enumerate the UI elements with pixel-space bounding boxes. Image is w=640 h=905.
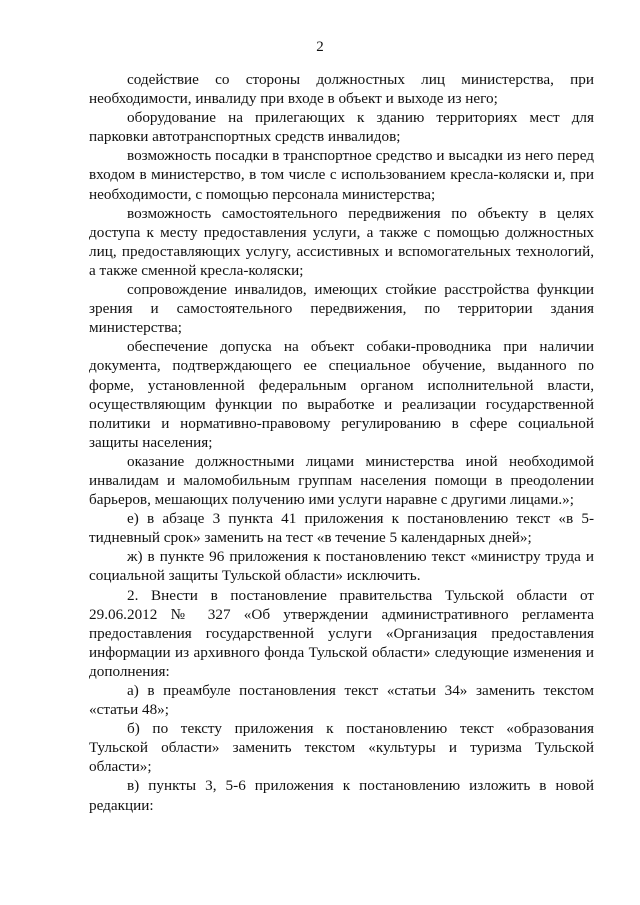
paragraph-item-a: а) в преамбуле постановления текст «статьи 34» заменить текстом «статьи 48»; [89,682,594,719]
paragraph-section-2: 2. Внести в постановление правительства Тульской области от 29.06.2012 № 327 «Об утверждении административного регламента предоставления государственной услуги «Организация предоставления информации из архивного фонда Тульской области» следующие изменения и дополнения: [89,586,594,680]
paragraph-other-help: оказание должностными лицами министерства иной необходимой инвалидам и маломобильным группам населения помощи в преодолении барьеров, мешающих получению ими услуги наравне с другими лицами.»; [89,452,594,509]
page-number: 2 [316,39,324,55]
paragraph-assistance-entry: содействие со стороны должностных лиц министерства, при необходимости, инвалиду при входе в объект и выходе из него; [89,71,594,108]
paragraph-guide-dog: обеспечение допуска на объект собаки-проводника при наличии документа, подтверждающего ее специальное обучение, выданного по форме, установленной федеральным органом исполнительной власти, осуществляющим функции по выработке и реализации государственной политики и нормативно-правовому регулированию в сфере социальной защиты населения; [89,338,594,451]
paragraph-item-b: б) по тексту приложения к постановлению текст «образования Тульской области» заменить текстом «культуры и туризма Тульской области»; [89,720,594,776]
document-body [89,70,594,815]
paragraph-boarding: возможность посадки в транспортное средство и высадки из него перед входом в министерство, в том числе с использованием кресла-коляски и, при необходимости, с помощью персонала министерства; [89,147,594,203]
paragraph-item-zh: ж) в пункте 96 приложения к постановлению текст «министру труда и социальной защиты Тульской области» исключить. [89,548,594,585]
paragraph-item-e: е) в абзаце 3 пункта 41 приложения к постановлению текст «в 5-тидневный срок» заменить на тест «в течение 5 календарных дней»; [89,510,594,547]
paragraph-parking: оборудование на прилегающих к зданию территориях мест для парковки автотранспортных средств инвалидов; [89,109,594,146]
paragraph-movement: возможность самостоятельного передвижения по объекту в целях доступа к месту предоставления услуги, а также с помощью должностных лиц, предоставляющих услугу, ассистивных и вспомогательных технологий, а также сменной кресла-коляски; [89,204,594,279]
paragraph-item-v: в) пункты 3, 5-6 приложения к постановлению изложить в новой редакции: [89,777,594,814]
paragraph-escort: сопровождение инвалидов, имеющих стойкие расстройства функции зрения и самостоятельного передвижения, по территории здания министерства; [89,281,594,337]
